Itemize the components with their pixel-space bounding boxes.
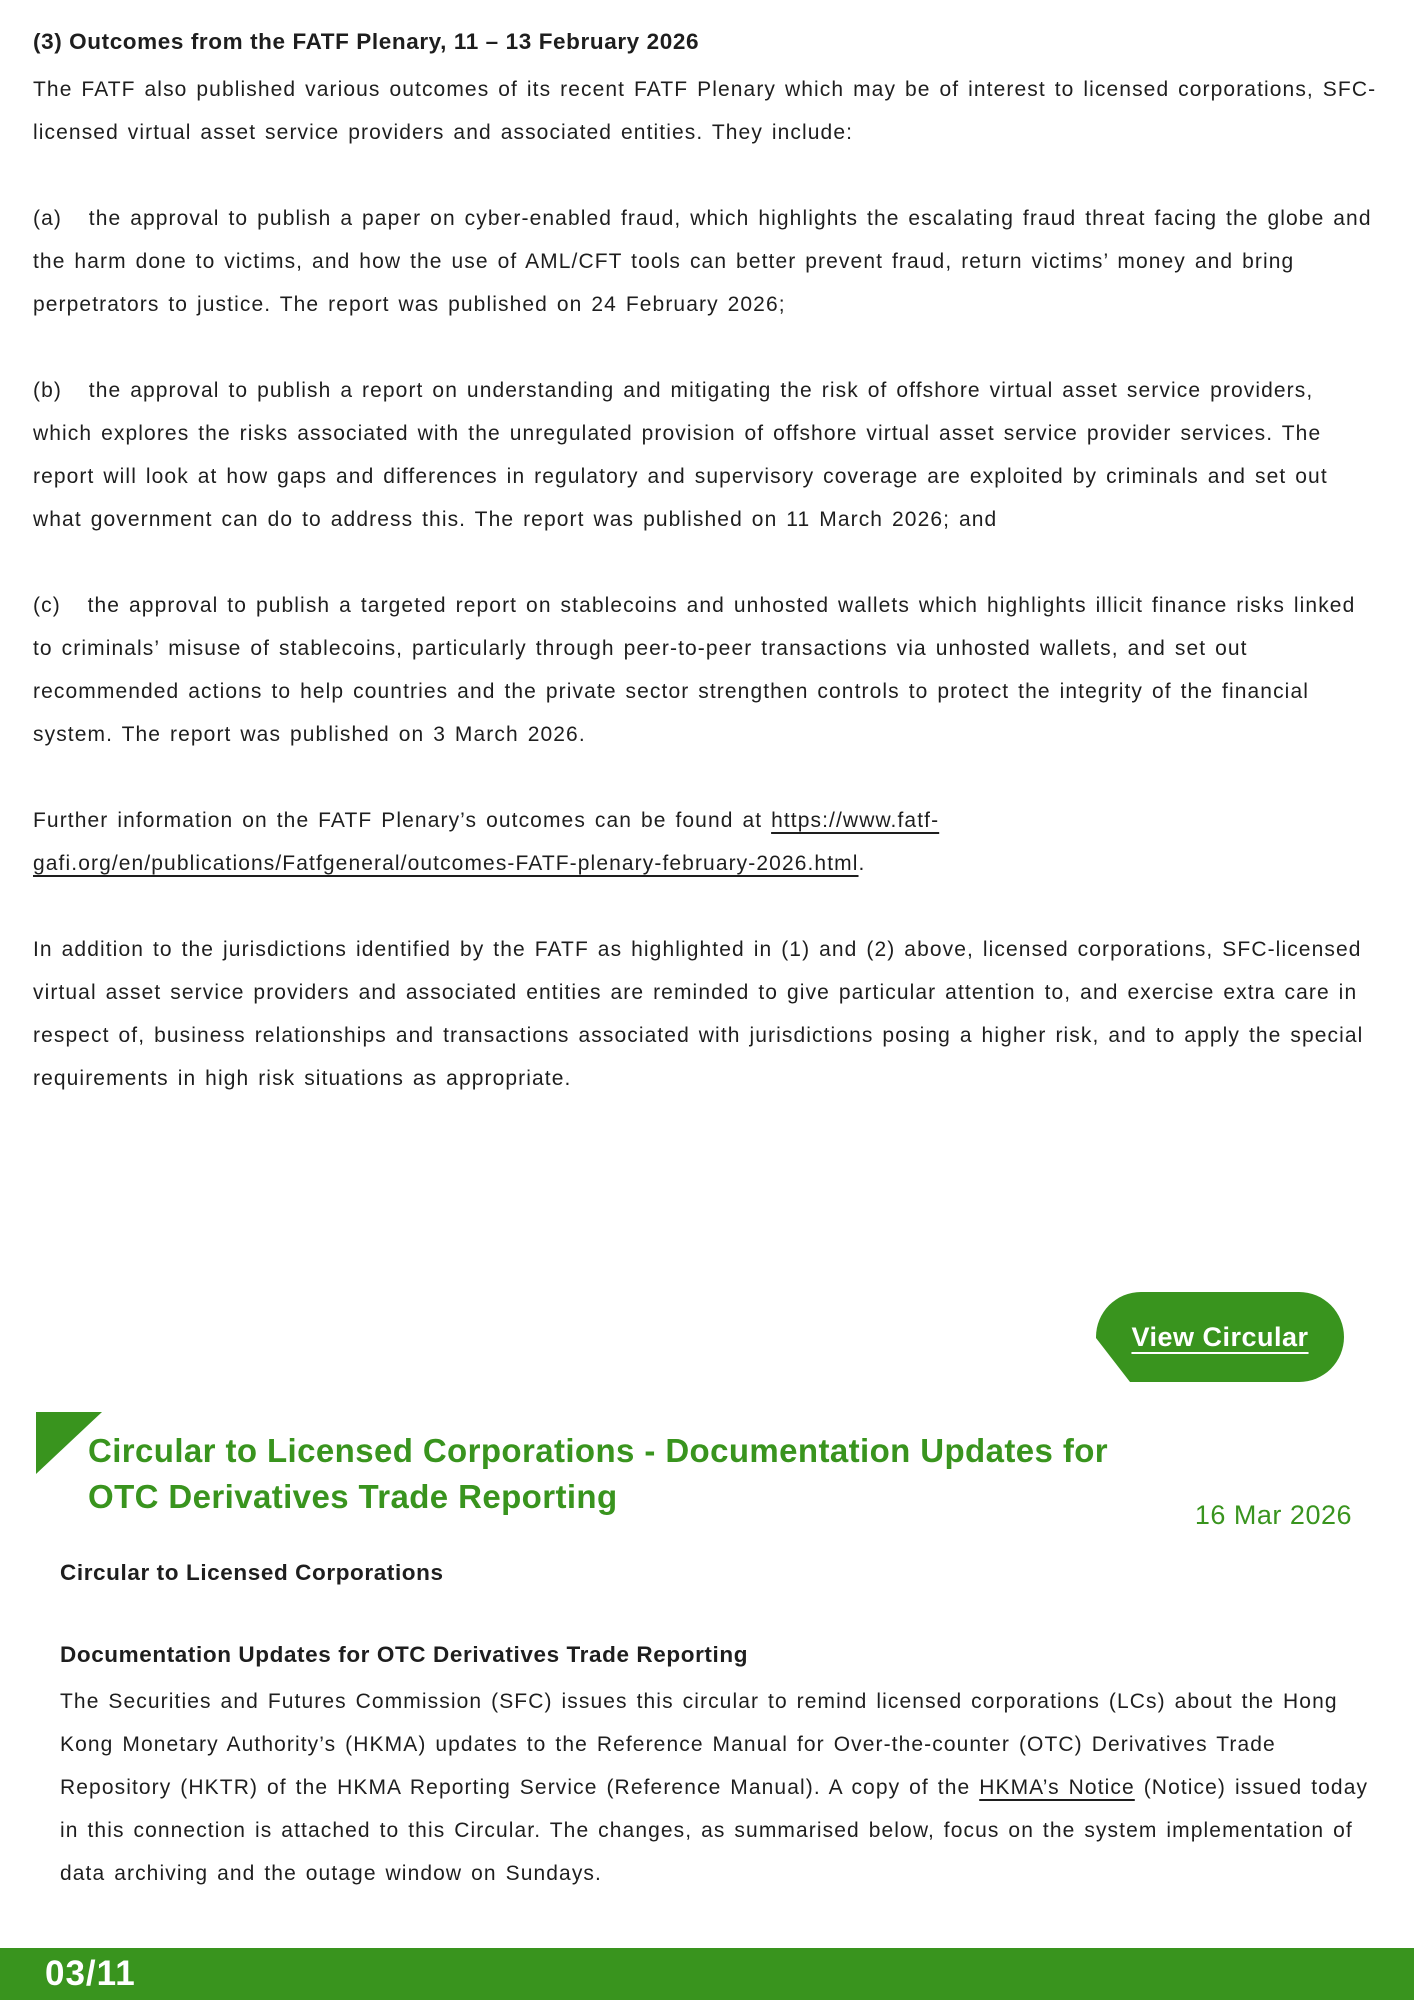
fatf-item-c-paragraph: (c) the approval to publish a targeted report on stablecoins and unhosted wallets which highlights illicit finance risks linked to criminals’ misuse of stablecoins, particularly through peer-to-peer transactions via unhosted wallets, and set out recommended actions to help countries and the private sector strengthen controls to protect the integrity of the financial system. The report was published on 3 March 2026.	[33, 594, 1365, 746]
fatf-item-b-paragraph: (b) the approval to publish a report on understanding and mitigating the risk of offshore virtual asset service providers, which explores the risks associated with the unregulated provision of offshore virtual asset service provider services. The report will look at how gaps and differences in regulatory and supervisory coverage are exploited by criminals and set out what government can do to address this. The report was published on 11 March 2026; and	[33, 379, 1337, 531]
further-info-text: Further information on the FATF Plenary’s outcomes can be found at	[33, 809, 772, 832]
doc-updates-heading: Documentation Updates for OTC Derivatives Trade Reporting	[60, 1642, 749, 1667]
fatf-outcomes-section	[33, 26, 1381, 1143]
fatf-item-a-paragraph: (a) the approval to publish a paper on cyber-enabled fraud, which highlights the escalating fraud threat facing the globe and the harm done to victims, and how the use of AML/CFT tools can better prevent fraud, return victims’ money and bring perpetrators to justice. The report was published on 24 February 2026;	[33, 207, 1381, 316]
further-info-period: .	[858, 852, 866, 875]
view-circular-label: View Circular	[1131, 1321, 1309, 1352]
fatf-intro-paragraph: The FATF also published various outcomes of its recent FATF Plenary which may be of interest to licensed corporations, SFC-licensed virtual asset service providers and associated entities. They include:	[33, 78, 1377, 144]
page-footer	[0, 1948, 1414, 2000]
circular-body-text-1: The Securities and Futures Commission (SFC) issues this circular to remind licensed corporations (LCs) about the Hong Kong Monetary Authority’s (HKMA) updates to the Reference Manual for Over-the-counter (OTC) Derivatives Trade Repository (HKTR) of the HKMA Reporting Service (Reference Manual). A copy of the	[60, 1690, 1338, 1799]
circular-section-title	[88, 1428, 1348, 1520]
circular-date: 16 Mar 2026	[1194, 1500, 1352, 1530]
circular-body-paragraph	[60, 1680, 1382, 1895]
hkma-notice-link[interactable]: HKMA’s Notice	[979, 1776, 1135, 1799]
fatf-further-info-paragraph	[33, 799, 1381, 885]
fatf-plenary-outcomes-link[interactable]: https://www.fatf-gafi.org/en/publications/Fatfgeneral/outcomes-FATF-plenary-february-2026.html	[33, 809, 940, 875]
circular-subheading: Circular to Licensed Corporations	[60, 1560, 444, 1585]
circular-body-section	[60, 1642, 1382, 1895]
fatf-reminder-paragraph: In addition to the jurisdictions identified by the FATF as highlighted in (1) and (2) above, licensed corporations, SFC-licensed virtual asset service providers and associated entities are reminded to give particular attention to, and exercise extra care in respect of, business relationships and transactions associated with jurisdictions posing a higher risk, and to apply the special requirements in high risk situations as appropriate.	[33, 938, 1373, 1090]
circular-title-line1: Circular to Licensed Corporations - Documentation Updates for	[88, 1432, 1109, 1469]
circular-title-line2: OTC Derivatives Trade Reporting	[88, 1478, 618, 1515]
page-number: 03/11	[45, 1954, 136, 1993]
circular-body-text-2: (Notice) issued today in this connection is attached to this Circular. The changes, as summarised below, focus on the system implementation of data archiving and the outage window on Sundays.	[60, 1776, 1369, 1885]
fatf-outcomes-heading: (3) Outcomes from the FATF Plenary, 11 – 13 February 2026	[33, 29, 700, 54]
view-circular-button[interactable]	[1096, 1292, 1344, 1382]
